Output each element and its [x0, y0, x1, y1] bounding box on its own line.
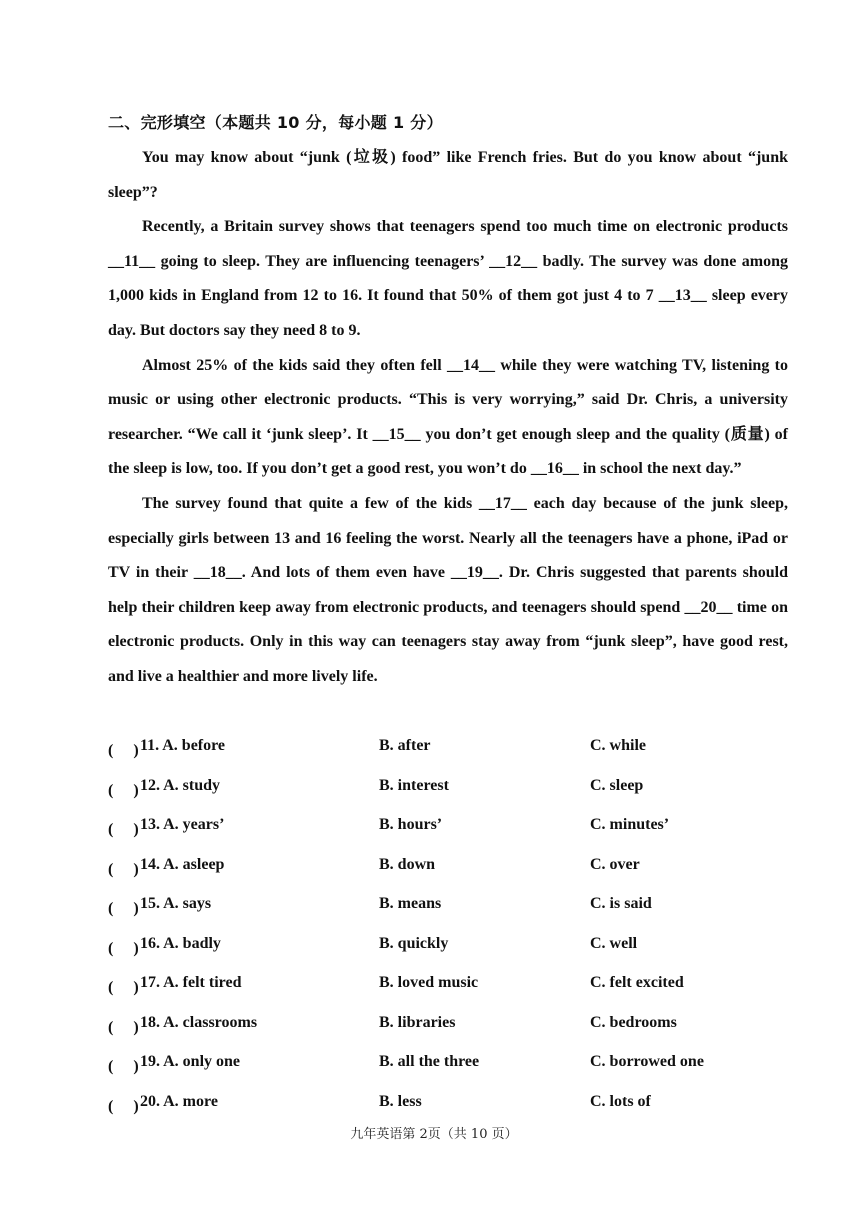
question-row	[108, 1014, 808, 1054]
answer-paren[interactable]: ( )	[108, 1097, 139, 1115]
option-a: 11. A. before	[140, 737, 226, 754]
option-b: B. less	[379, 1092, 422, 1110]
question-row	[108, 1053, 808, 1093]
answer-paren[interactable]: ( )	[108, 1018, 139, 1036]
option-c: C. bedrooms	[590, 1013, 677, 1031]
answer-paren[interactable]: ( )	[108, 939, 139, 957]
option-a: 17. A. felt tired	[140, 974, 242, 991]
cloze-passage	[108, 141, 788, 695]
option-c: C. sleep	[590, 776, 644, 794]
passage-paragraph-4: The survey found that quite a few of the kids __17__ each day because of the junk sleep, especially girls between 13 and 16 feeling the worst. Nearly all the teenagers have a phone, iPad or TV in their __18__. And lots of them even have __19__. Dr. Chris suggested that parents should help their children keep away from electronic products, and teenagers should spend __20__ time on electronic products. Only in this way can teenagers stay away from “junk sleep”, have good rest, and live a healthier and more lively life.	[108, 494, 788, 685]
answer-options	[108, 737, 808, 1132]
option-a: 19. A. only one	[140, 1053, 241, 1070]
option-c: C. over	[590, 855, 640, 873]
option-a: 20. A. more	[140, 1092, 218, 1110]
answer-paren[interactable]: ( )	[108, 1058, 139, 1075]
option-b: B. interest	[379, 776, 449, 794]
option-c: C. is said	[590, 895, 652, 912]
option-b: B. after	[379, 737, 431, 754]
question-row	[108, 895, 808, 935]
option-c: C. borrowed one	[590, 1053, 704, 1070]
answer-paren[interactable]: ( )	[108, 900, 139, 917]
option-b: B. hours’	[379, 816, 443, 833]
answer-paren[interactable]: ( )	[108, 979, 139, 996]
option-c: C. minutes’	[590, 816, 670, 833]
answer-paren[interactable]: ( )	[108, 860, 139, 878]
option-c: C. well	[590, 934, 638, 952]
question-row	[108, 974, 808, 1014]
option-a: 15. A. says	[140, 895, 212, 912]
answer-paren[interactable]: ( )	[108, 742, 139, 759]
option-a: 18. A. classrooms	[140, 1013, 258, 1031]
option-b: B. down	[379, 855, 436, 873]
question-row	[108, 856, 808, 896]
option-c: C. felt excited	[590, 974, 684, 991]
option-a: 16. A. badly	[140, 934, 221, 952]
passage-paragraph-3: Almost 25% of the kids said they often fell __14__ while they were watching TV, listening to music or using other electronic products. “This is very worrying,” said Dr. Chris, a university researcher. “We call it ‘junk sleep’. It __15__ you don’t get enough sleep and the quality (质量) of the sleep is low, too. If you don’t get a good rest, you won’t do __16__ in school the next day.”	[108, 356, 788, 478]
answer-paren[interactable]: ( )	[108, 781, 139, 799]
passage-paragraph-2: Recently, a Britain survey shows that teenagers spend too much time on electronic products __11__ going to sleep. They are influencing teenagers’ __12__ badly. The survey was done among 1,000 kids in England from 12 to 16. It found that 50% of them got just 4 to 7 __13__ sleep every day. But doctors say they need 8 to 9.	[108, 218, 788, 339]
page-footer: 九年英语第 2页（共 10 页）	[350, 1127, 518, 1142]
section-title: 二、完形填空（本题共 10 分，每小题 1 分）	[108, 113, 443, 132]
question-row	[108, 737, 808, 777]
option-a: 13. A. years’	[140, 816, 225, 833]
option-b: B. loved music	[379, 974, 479, 991]
question-row	[108, 777, 808, 817]
option-a: 12. A. study	[140, 776, 221, 794]
option-b: B. means	[379, 895, 442, 912]
question-row	[108, 935, 808, 975]
option-b: B. all the three	[379, 1053, 480, 1070]
question-row	[108, 816, 808, 856]
answer-paren[interactable]: ( )	[108, 821, 139, 838]
option-b: B. libraries	[379, 1013, 456, 1031]
passage-paragraph-1: You may know about “junk (垃圾) food” like French fries. But do you know about “junk sleep”?	[108, 149, 788, 201]
option-b: B. quickly	[379, 934, 449, 952]
option-c: C. lots of	[590, 1092, 651, 1110]
option-a: 14. A. asleep	[140, 855, 225, 873]
option-c: C. while	[590, 737, 646, 754]
